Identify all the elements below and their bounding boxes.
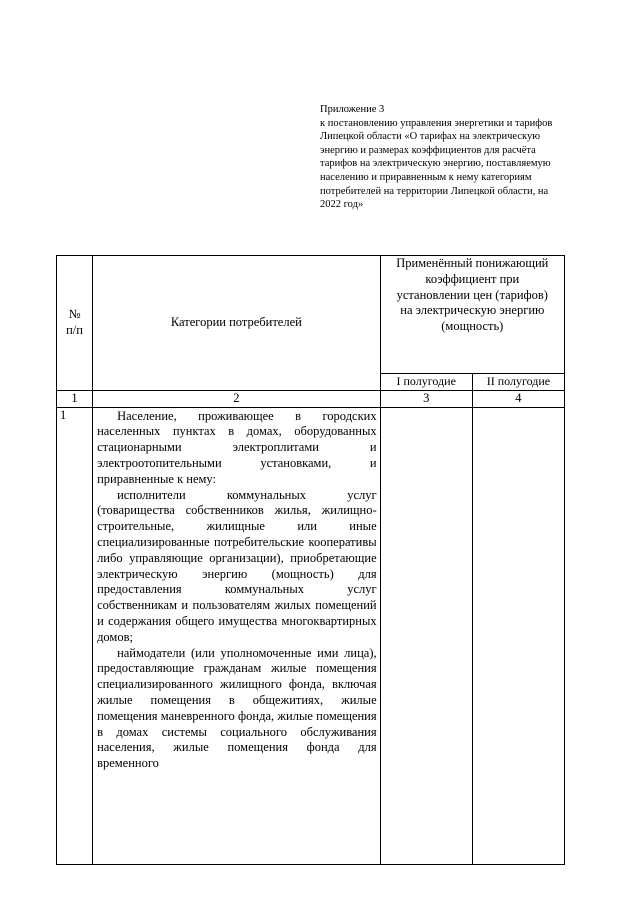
index-cell: 1: [57, 390, 93, 407]
row-num: 1: [57, 407, 93, 864]
header-category: Категории потребителей: [93, 256, 381, 391]
category-paragraph: Население, проживающее в городских населенных пунктах в домах, оборудованных стационарными электроплитами и электроотопительными установками, и приравненные к нему:: [97, 408, 377, 486]
appendix-line: потребителей на территории Липецкой области, на: [320, 185, 549, 197]
row-half-2-value: [472, 407, 564, 864]
appendix-title: Приложение 3: [320, 104, 385, 115]
header-num: № п/п: [57, 256, 93, 391]
coefficients-table: [56, 255, 565, 865]
appendix-line: Липецкой области «О тарифах на электрическую: [320, 131, 541, 143]
index-cell: 3: [380, 390, 472, 407]
appendix-line: к постановлению управления энергетики и тарифов: [320, 117, 553, 129]
row-half-1-value: [380, 407, 472, 864]
appendix-line: населению и приравненным к нему категориям: [320, 171, 532, 183]
index-cell: 2: [93, 390, 381, 407]
category-paragraph: наймодатели (или уполномоченные ими лица), предоставляющие гражданам жилые помещения специализированного жилищного фонда, включая жилые помещения в общежитиях, жилые помещения маневренного фонда, жилые помещения в домах системы социального обслуживания населения, жилые помещения фонда для временного: [97, 645, 377, 771]
header-half-1: I полугодие: [380, 374, 472, 391]
category-paragraph: исполнители коммунальных услуг (товарищества собственников жилья, жилищно-строительные, жилищные или иные специализированные потребительские кооперативы либо управляющие организации), приобретающие электрическую энергию (мощность) для предоставления коммунальных услуг собственникам и пользователям жилых помещений и содержания общего имущества многоквартирных домов;: [97, 487, 377, 644]
appendix-header: [320, 103, 610, 212]
appendix-line: энергию и размерах коэффициентов для расчёта: [320, 144, 536, 156]
row-category: [93, 407, 381, 864]
header-half-2: II полугодие: [472, 374, 564, 391]
appendix-line: 2022 год»: [320, 199, 364, 211]
table-row: [57, 407, 565, 864]
index-cell: 4: [472, 390, 564, 407]
appendix-line: тарифов на электрическую энергию, поставляемую: [320, 158, 551, 170]
header-coefficient: Применённый понижающий коэффициент при установлении цен (тарифов) на электрическую энергию (мощность): [380, 256, 564, 374]
